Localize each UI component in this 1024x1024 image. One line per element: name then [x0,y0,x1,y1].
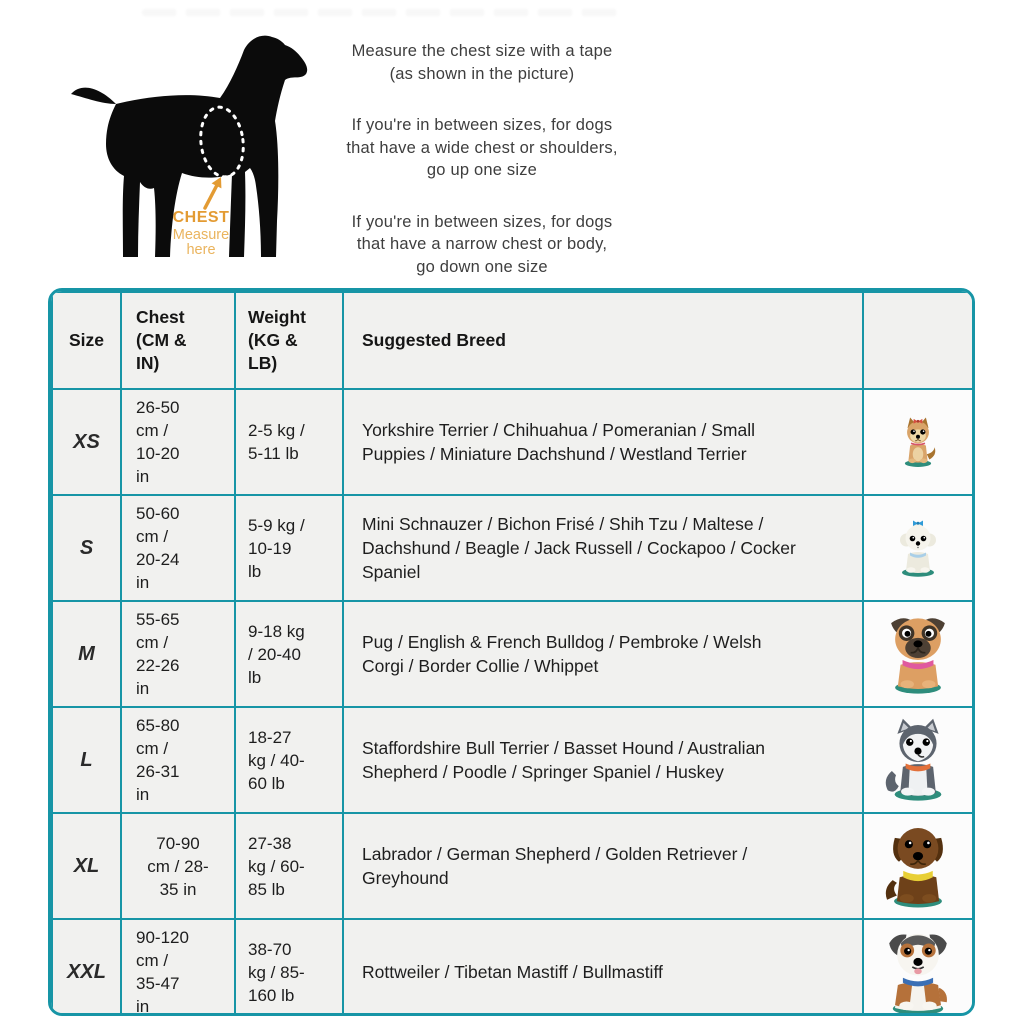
table-row-m [52,601,973,707]
dog-icon-cell [863,707,973,813]
table-row-xxl [52,919,973,1016]
st-bernard-icon [872,926,964,1016]
weight-cell: 5-9 kg / 10-19 lb [235,495,343,601]
yorkshire-terrier-icon [890,414,946,470]
breed-cell: Rottweiler / Tibetan Mastiff / Bullmastiff [343,919,863,1016]
header-row [52,292,973,389]
size-cell: XXL [52,919,121,1016]
instruction-line: go down one size [416,257,548,276]
maltese-icon [886,516,950,580]
size-chart [48,288,975,1016]
instruction-line: If you're in between sizes, for dogs [351,212,613,231]
instruction-line: If you're in between sizes, for dogs [351,116,613,134]
husky-icon [874,716,962,804]
dog-measurement-illustration [58,28,343,264]
chest-cell: 55-65 cm / 22-26 in [121,601,235,707]
column-header-icon [863,292,973,389]
instruction-paragraph [308,211,656,279]
breed-cell: Mini Schnauzer / Bichon Frisé / Shih Tzu / Maltese / Dachshund / Beagle / Jack Russell / Cockapoo / Cocker Spaniel [343,495,863,601]
table-row-l [52,707,973,813]
breed-cell: Labrador / German Shepherd / Golden Retriever / Greyhound [343,813,863,919]
breed-cell: Yorkshire Terrier / Chihuahua / Pomeranian / Small Puppies / Miniature Dachshund / Westland Terrier [343,389,863,495]
column-header-chest: Chest (CM & IN) [121,292,235,389]
size-cell: S [52,495,121,601]
measure-arrow [205,186,217,208]
dog-icon-cell [863,813,973,919]
chest-cell: 26-50 cm / 10-20 in [121,389,235,495]
instruction-line: that have a wide chest or shoulders, [346,138,618,157]
chest-label: CHEST [172,209,230,226]
instruction-line: Measure the chest size with a tape [351,42,613,60]
sizing-instructions [308,40,656,278]
dog-icon-cell [863,389,973,495]
weight-cell: 18-27 kg / 40-60 lb [235,707,343,813]
instruction-paragraph [308,114,656,182]
weight-cell: 38-70 kg / 85-160 lb [235,919,343,1016]
size-cell: XL [52,813,121,919]
size-chart-table [51,291,974,1016]
table-row-xl [52,813,973,919]
breed-cell: Staffordshire Bull Terrier / Basset Hound / Australian Shepherd / Poodle / Springer Spaniel / Huskey [343,707,863,813]
chest-cell: 70-90 cm / 28-35 in [121,813,235,919]
chest-cell: 65-80 cm / 26-31 in [121,707,235,813]
chest-cell: 50-60 cm / 20-24 in [121,495,235,601]
pug-icon [875,611,961,697]
chest-cell: 90-120 cm / 35-47 in [121,919,235,1016]
size-cell: L [52,707,121,813]
instruction-paragraph [308,40,656,85]
weight-cell: 2-5 kg / 5-11 lb [235,389,343,495]
weight-cell: 27-38 kg / 60-85 lb [235,813,343,919]
table-row-s [52,495,973,601]
column-header-size: Size [52,292,121,389]
size-cell: M [52,601,121,707]
breed-cell: Pug / English & French Bulldog / Pembroke / Welsh Corgi / Border Collie / Whippet [343,601,863,707]
column-header-breed: Suggested Breed [343,292,863,389]
dog-icon-cell [863,601,973,707]
dog-icon-cell [863,495,973,601]
instruction-line: (as shown in the picture) [389,64,575,83]
size-cell: XS [52,389,121,495]
weight-cell: 9-18 kg / 20-40 lb [235,601,343,707]
instruction-line: go up one size [426,161,538,179]
measure-here-label-line1: Measure [172,227,230,243]
faded-cropped-text [142,9,620,16]
instruction-line: that have a narrow chest or body, [356,235,608,253]
dog-icon-cell [863,919,973,1016]
labrador-icon [873,821,963,911]
table-row-xs [52,389,973,495]
column-header-weight: Weight (KG & LB) [235,292,343,389]
measure-here-label-line2: here [186,242,216,258]
